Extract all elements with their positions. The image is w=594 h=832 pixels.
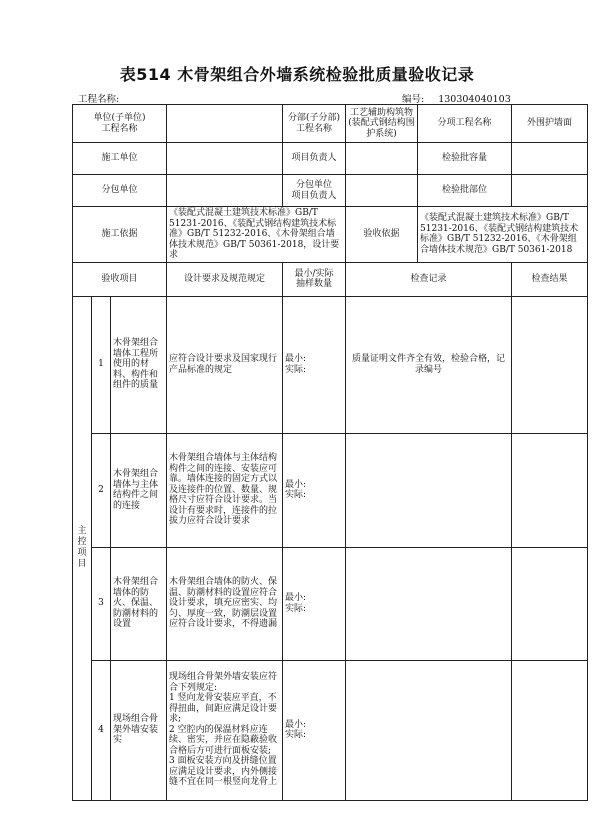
row-record: [346, 433, 512, 547]
batch-location-label: 检验批部位: [418, 175, 512, 207]
row-result[interactable]: [512, 296, 588, 433]
row-sample: 最小: 实际:: [283, 296, 346, 433]
row-requirement: 木骨架组合墙体与主体结构构件之间的连接、安装应可靠。墙体连接的固定方式以及连接件的位置、数量、规格尺寸应符合设计要求。当设计有要求时，连接件的拉拔力应符合设计要求: [167, 433, 283, 547]
row-record: [346, 660, 512, 800]
batch-location-value[interactable]: [512, 175, 588, 207]
row-result[interactable]: [512, 433, 588, 547]
row-result[interactable]: [512, 660, 588, 800]
subcontractor-lead-value[interactable]: [346, 175, 418, 207]
column-result: 检查结果: [512, 262, 588, 296]
division-name-value: 工艺辅助构筑物(装配式钢结构围护系统): [346, 105, 418, 143]
row-number: 1: [92, 296, 111, 433]
code-label: 编号:: [402, 94, 425, 105]
construction-unit-label: 施工单位: [73, 143, 167, 175]
code-value: 130304040103: [438, 94, 511, 105]
code-field: [402, 91, 511, 105]
row-result[interactable]: [512, 547, 588, 660]
row-sample: 最小: 实际:: [283, 433, 346, 547]
column-item: 验收项目: [73, 262, 167, 296]
acceptance-record-table: [72, 104, 588, 801]
page-title: 表514 木骨架组合外墙系统检验批质量验收记录: [119, 65, 475, 84]
project-lead-value[interactable]: [346, 143, 418, 175]
batch-capacity-label: 检验批容量: [418, 143, 512, 175]
table-row: [73, 296, 588, 433]
row-record: 质量证明文件齐全有效，检验合格，记录编号: [346, 296, 512, 433]
category-cell: [73, 296, 92, 800]
row-item: 木骨架组合墙体的防火、保温、防潮材料的设置: [111, 547, 167, 660]
row-number: 2: [92, 433, 111, 547]
row-item: 木骨架组合墙体工程所使用的材料、构件和组件的质量: [111, 296, 167, 433]
row-item: 木骨架组合墙体与主体结构件之间的连接: [111, 433, 167, 547]
project-name-label: 工程名称:: [78, 94, 120, 105]
table-row: [73, 547, 588, 660]
column-record: 检查记录: [346, 262, 512, 296]
acceptance-basis-value: 《装配式混凝土建筑技术标准》GB/T 51231-2016、《装配式钢结构建筑技术标准》GB/T 51232-2016、《木骨架组合墙体技术规范》GB/T 50361-2018: [418, 207, 588, 263]
row-requirement: 现场组合骨架外墙安装应符合下列规定: 1 竖向龙骨安装应平直，不得扭曲，间距应满足设计要求; 2 空腔内的保温材料应连续、密实，并应在隐蔽验收合格后方可进行面板安装; 3 面板安装方向及拼缝位置应满足设计要求，内外侧接缝不宜在同一根竖向龙骨上: [167, 660, 283, 800]
subcontractor-label: 分包单位: [73, 175, 167, 207]
project-lead-label: 项目负责人: [283, 143, 346, 175]
row-requirement: 木骨架组合墙体的防火、保温、防潮材料的设置应符合设计要求，填充应密实、均匀、厚度一致，防潮层设置应符合设计要求，不得遗漏: [167, 547, 283, 660]
column-requirement: 设计要求及规范规定: [167, 262, 283, 296]
row-sample: 最小: 实际:: [283, 660, 346, 800]
row-requirement: 应符合设计要求及国家现行产品标准的规定: [167, 296, 283, 433]
table-row: [73, 433, 588, 547]
table-row: [73, 660, 588, 800]
column-sample: 最小/实际 抽样数量: [283, 262, 346, 296]
construction-basis-label: 施工依据: [73, 207, 167, 263]
subitem-name-value: 外围护墙面: [512, 105, 588, 143]
construction-basis-value: 《装配式混凝土建筑技术标准》GB/T 51231-2016、《装配式钢结构建筑技术标准》GB/T 51232-2016、《木骨架组合墙体技术规范》GB/T 50361-2018，设计要求: [167, 207, 346, 263]
subcontractor-value[interactable]: [167, 175, 283, 207]
construction-unit-value[interactable]: [167, 143, 283, 175]
category-label: 主控项目: [77, 526, 87, 569]
acceptance-basis-label: 验收依据: [346, 207, 418, 263]
row-number: 3: [92, 547, 111, 660]
batch-capacity-value[interactable]: [512, 143, 588, 175]
row-item: 现场组合骨架外墙安装实: [111, 660, 167, 800]
subitem-name-label: 分项工程名称: [418, 105, 512, 143]
row-record: [346, 547, 512, 660]
row-number: 4: [92, 660, 111, 800]
division-name-label: 分部(子分部) 工程名称: [283, 105, 346, 143]
subcontractor-lead-label: 分包单位 项目负责人: [283, 175, 346, 207]
unit-project-name-label: 单位(子单位) 工程名称: [73, 105, 167, 143]
row-sample: 最小: 实际:: [283, 547, 346, 660]
unit-project-name-value[interactable]: [167, 105, 283, 143]
